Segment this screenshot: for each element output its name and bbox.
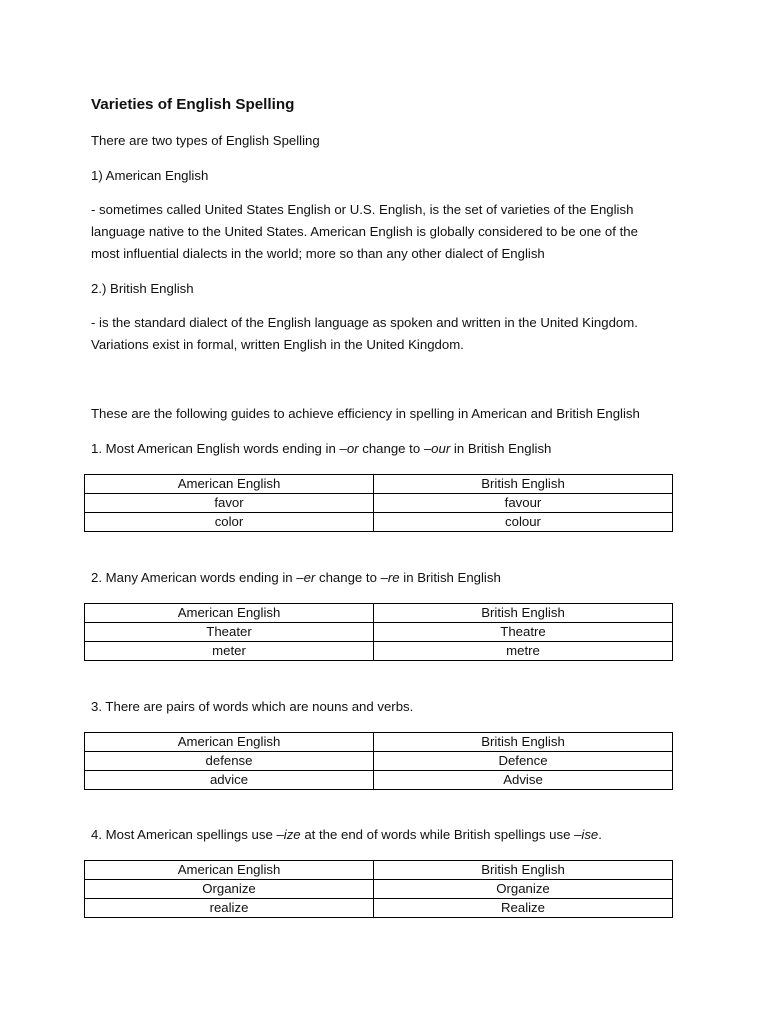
table-cell: defense bbox=[85, 752, 374, 771]
table-header-cell: British English bbox=[374, 861, 673, 880]
rule-suffix: –ise bbox=[574, 827, 599, 842]
table-cell: color bbox=[85, 513, 374, 532]
table-cell: Theatre bbox=[374, 623, 673, 642]
table-cell: colour bbox=[374, 513, 673, 532]
american-description-line: - sometimes called United States English or U.S. English, is the set of varieties of the English bbox=[91, 202, 634, 217]
rule-4-text bbox=[91, 824, 681, 846]
rule-1-text bbox=[91, 438, 681, 460]
table-cell: favour bbox=[374, 494, 673, 513]
rule-text-part: at the end of words while British spellings use bbox=[300, 827, 575, 842]
rule-text-part: 2. Many American words ending in bbox=[91, 570, 297, 585]
table-header-row bbox=[85, 475, 673, 494]
table-row bbox=[85, 513, 673, 532]
table-cell: Advise bbox=[374, 771, 673, 790]
table-cell: favor bbox=[85, 494, 374, 513]
rule-2-table bbox=[84, 603, 673, 661]
table-row bbox=[85, 623, 673, 642]
table-header-row bbox=[85, 861, 673, 880]
table-header-cell: American English bbox=[85, 733, 374, 752]
table-header-cell: American English bbox=[85, 604, 374, 623]
rule-text-part: 4. Most American spellings use bbox=[91, 827, 277, 842]
rule-suffix: –re bbox=[380, 570, 400, 585]
rule-text-part: change to bbox=[358, 441, 424, 456]
table-header-row bbox=[85, 733, 673, 752]
table-cell: metre bbox=[374, 642, 673, 661]
rule-suffix: –ize bbox=[276, 827, 301, 842]
guides-intro: These are the following guides to achieve efficiency in spelling in American and British English bbox=[91, 406, 640, 421]
table-cell: meter bbox=[85, 642, 374, 661]
table-cell: Defence bbox=[374, 752, 673, 771]
table-row bbox=[85, 880, 673, 899]
table-cell: advice bbox=[85, 771, 374, 790]
rule-text-part: . bbox=[598, 827, 602, 842]
table-header-cell: American English bbox=[85, 475, 374, 494]
table-cell: Realize bbox=[374, 899, 673, 918]
british-description-line: - is the standard dialect of the English language as spoken and written in the United Kingdom. bbox=[91, 315, 638, 330]
table-cell: realize bbox=[85, 899, 374, 918]
table-header-cell: American English bbox=[85, 861, 374, 880]
rule-3-text bbox=[91, 696, 681, 718]
table-cell: Theater bbox=[85, 623, 374, 642]
rule-text-part: 3. There are pairs of words which are nouns and verbs. bbox=[91, 699, 414, 714]
table-header-cell: British English bbox=[374, 475, 673, 494]
table-row bbox=[85, 771, 673, 790]
table-header-cell: British English bbox=[374, 604, 673, 623]
rule-4-table bbox=[84, 860, 673, 918]
rule-suffix: –our bbox=[423, 441, 451, 456]
table-cell: Organize bbox=[85, 880, 374, 899]
table-header-row bbox=[85, 604, 673, 623]
rule-text-part: 1. Most American English words ending in bbox=[91, 441, 340, 456]
table-row bbox=[85, 752, 673, 771]
intro-text: There are two types of English Spelling bbox=[91, 133, 320, 148]
rule-suffix: –er bbox=[296, 570, 316, 585]
american-heading: 1) American English bbox=[91, 168, 209, 183]
table-cell: Organize bbox=[374, 880, 673, 899]
rule-text-part: in British English bbox=[450, 441, 552, 456]
british-heading: 2.) British English bbox=[91, 281, 194, 296]
rule-suffix: –or bbox=[339, 441, 359, 456]
document-title: Varieties of English Spelling bbox=[91, 96, 295, 113]
rule-1-table bbox=[84, 474, 673, 532]
british-description-line: Variations exist in formal, written English in the United Kingdom. bbox=[91, 337, 464, 352]
rule-3-table bbox=[84, 732, 673, 790]
table-row bbox=[85, 642, 673, 661]
rule-2-text bbox=[91, 567, 681, 589]
american-description-line: language native to the United States. American English is globally considered to be one of the bbox=[91, 224, 638, 239]
rule-text-part: change to bbox=[315, 570, 381, 585]
rule-text-part: in British English bbox=[399, 570, 501, 585]
table-row bbox=[85, 494, 673, 513]
american-description-line: most influential dialects in the world; more so than any other dialect of English bbox=[91, 246, 545, 261]
table-row bbox=[85, 899, 673, 918]
table-header-cell: British English bbox=[374, 733, 673, 752]
